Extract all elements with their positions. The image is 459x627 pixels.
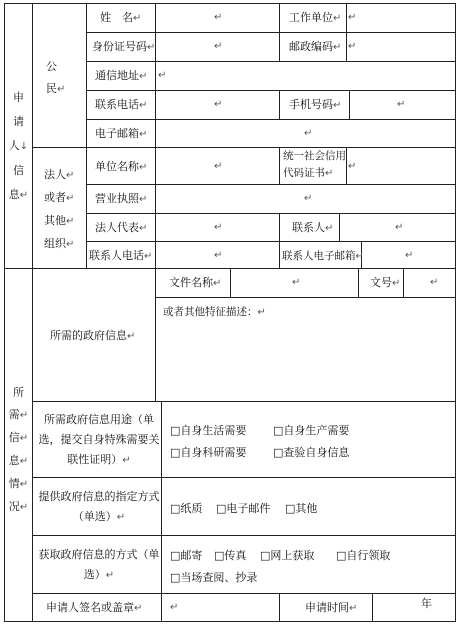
license-label: 营业执照↵ bbox=[95, 192, 148, 205]
doc-name-field[interactable]: ↵ bbox=[292, 277, 301, 288]
obtain-method-label: 获取政府信息的方式（单选）↵ bbox=[38, 547, 160, 581]
unit-name-label: 单位名称↵ bbox=[95, 160, 148, 173]
citizen-label: 公 民↵ bbox=[46, 60, 66, 95]
name-label: 姓 名↵ bbox=[100, 11, 142, 24]
doc-number-label: 文号↵ bbox=[370, 276, 401, 289]
date-label: 申请时间↵ bbox=[305, 601, 358, 614]
unit-name-field[interactable]: ↵ bbox=[214, 161, 223, 172]
contact-email-label: 联系人电子邮箱↵ bbox=[282, 250, 364, 262]
address-field[interactable]: ↵ bbox=[158, 70, 167, 81]
doc-name-label: 文件名称↵ bbox=[169, 276, 222, 289]
email-label: 电子邮箱↵ bbox=[95, 127, 148, 140]
legal-rep-field[interactable]: ↵ bbox=[214, 222, 223, 233]
credit-code-label: 统一社会信用代码证书↵ bbox=[283, 150, 346, 179]
usage-option-research[interactable]: □自身科研需要 bbox=[170, 446, 247, 459]
doc-number-field[interactable]: ↵ bbox=[430, 277, 439, 288]
signature-label: 申请人签名或盖章↵ bbox=[46, 601, 143, 614]
gov-info-label: 所需的政府信息↵ bbox=[50, 329, 136, 342]
legal-rep-label: 法人代表↵ bbox=[95, 221, 148, 234]
year-label: 年 bbox=[421, 597, 432, 610]
postcode-label: 邮政编码↵ bbox=[289, 40, 342, 53]
provide-option-other[interactable]: □其他 bbox=[285, 502, 318, 515]
phone-label: 联系电话↵ bbox=[95, 98, 148, 111]
name-field[interactable]: ↵ bbox=[214, 12, 223, 23]
usage-option-production[interactable]: □自身生产需要 bbox=[273, 424, 350, 437]
email-field[interactable]: ↵ bbox=[304, 128, 313, 139]
id-label: 身份证号码↵ bbox=[92, 40, 156, 53]
license-field[interactable]: ↵ bbox=[304, 193, 313, 204]
obtain-option-onsite[interactable]: □当场查阅、抄录 bbox=[170, 571, 258, 584]
mobile-field[interactable]: ↵ bbox=[397, 99, 406, 110]
contact-field[interactable]: ↵ bbox=[395, 222, 404, 233]
contact-label: 联系人↵ bbox=[292, 221, 334, 234]
work-unit-field[interactable]: ↵ bbox=[348, 12, 357, 23]
work-unit-label: 工作单位↵ bbox=[289, 11, 342, 24]
required-info-section-label: 所 需↵ 信↵ 息↵ 情↵ 况↵ bbox=[8, 386, 29, 513]
signature-field[interactable]: ↵ bbox=[170, 602, 179, 613]
other-desc-label[interactable]: 或者其他特征描述：↵ bbox=[163, 306, 266, 318]
mobile-label: 手机号码↵ bbox=[289, 98, 342, 111]
obtain-option-self-pickup[interactable]: □自行领取 bbox=[336, 549, 391, 562]
contact-phone-field[interactable]: ↵ bbox=[214, 250, 223, 261]
org-label: 法人↵ 或者↵ 其他↵ 组织↵ bbox=[44, 168, 75, 250]
provide-option-email[interactable]: □电子邮件 bbox=[216, 502, 271, 515]
obtain-option-mail[interactable]: □邮寄 bbox=[170, 549, 203, 562]
applicant-section-label: 申 请 人↓ 信 息↵ bbox=[8, 91, 29, 201]
provide-option-paper[interactable]: □纸质 bbox=[170, 502, 203, 515]
contact-phone-label: 联系人电话↵ bbox=[89, 249, 153, 262]
obtain-option-fax[interactable]: □传真 bbox=[214, 549, 247, 562]
credit-code-field[interactable]: ↵ bbox=[348, 161, 357, 172]
usage-label: 所需政府信息用途（单选，提交自身特殊需要关联性证明）↵ bbox=[38, 412, 160, 466]
contact-email-field[interactable]: ↵ bbox=[405, 250, 414, 261]
address-label: 通信地址↵ bbox=[95, 69, 148, 82]
phone-field[interactable]: ↵ bbox=[214, 99, 223, 110]
provide-method-label: 提供政府信息的指定方式（单选）↵ bbox=[38, 489, 160, 523]
obtain-option-online[interactable]: □网上获取 bbox=[260, 549, 315, 562]
id-field[interactable]: ↵ bbox=[214, 41, 223, 52]
postcode-field[interactable]: ↵ bbox=[348, 41, 357, 52]
usage-option-verify[interactable]: □查验自身信息 bbox=[273, 446, 350, 459]
usage-option-life[interactable]: □自身生活需要 bbox=[170, 424, 247, 437]
